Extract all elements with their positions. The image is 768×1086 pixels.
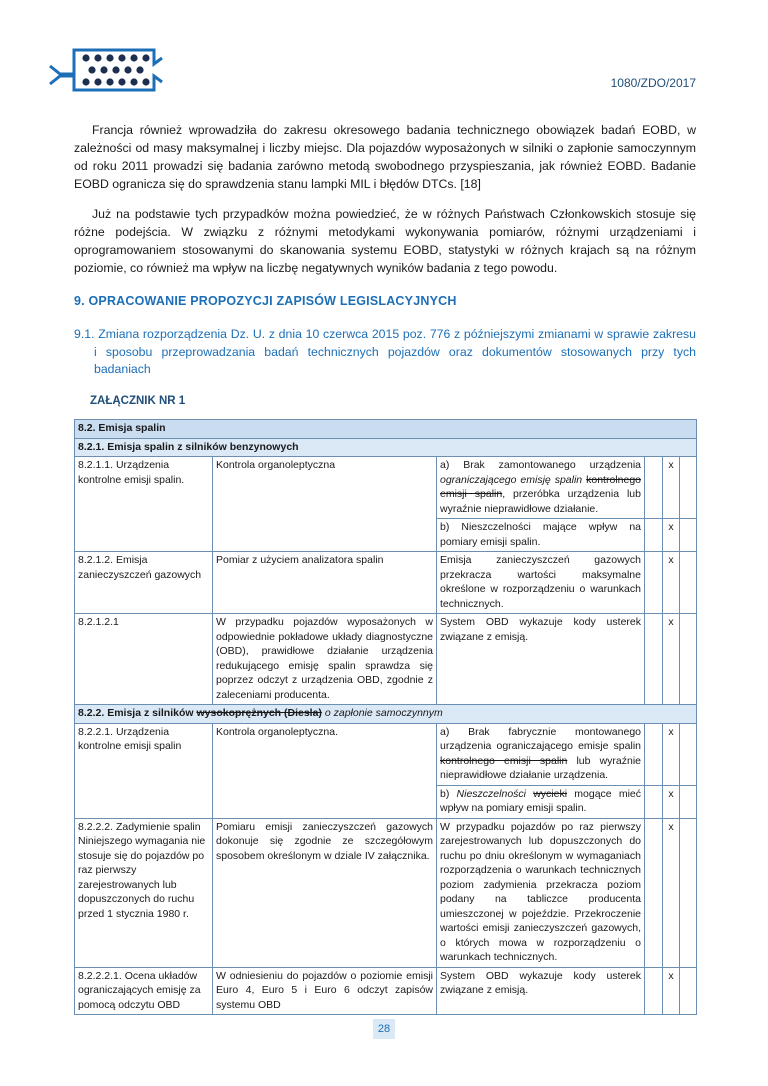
row-defect: W przypadku pojazdów po raz pierwszy zarejestrowanych lub dopuszczonych do ruchu po dniu określonym w wymaganiach rozporządzenia o warunkach technicznych poziom zadymienia przekracza poziom podany na tabliczce producenta umieszczonej w pojeździe. Przekroczenie wartości emisji zanieczyszczeń gazowych, o których mowa w rozporządzeniu o warunkach technicznych. (437, 818, 645, 967)
mark-cell (645, 552, 663, 614)
mark-cell (645, 614, 663, 705)
paragraph-france: Francja również wprowadziła do zakresu okresowego badania technicznego obowiązek badań EOBD, w zależności od masy maksymalnej i liczby miejsc. Dla pojazdów wyposażonych w silniki o zapłonie samoczynnym od roku 2011 prowadzi się badania zarówno metodą swobodnego przyspieszania, jak również EOBD. Badanie EOBD ogranicza się do sprawdzenia stanu lampki MIL i błędów DTCs. [18] (74, 123, 696, 191)
mark-cell: x (663, 552, 680, 614)
subsection-title: 9.1. Zmiana rozporządzenia Dz. U. z dnia 10 czerwca 2015 poz. 776 z późniejszymi zmianami w sprawie zakresu i sposobu przeprowadzania badań technicznych pojazdów oraz dokumentów stosowanych przy tych badaniach (74, 327, 696, 376)
paragraph-approaches: Już na podstawie tych przypadków można powiedzieć, że w różnych Państwach Członkowskich stosuje się różne podejścia. W związku z różnymi metodykami wykonywania pomiarów, różnymi urządzeniami i oprogramowaniem stosowanymi do skanowania systemu EOBD, statystyki w różnych krajach są na różnym poziomie, co również ma wpływ na liczbę negatywnych wyników badania z tego powodu. (74, 207, 696, 275)
row-item: 8.2.1.2.1 (75, 614, 213, 705)
table-header-row (75, 705, 697, 724)
page-number: 28 (373, 1019, 395, 1039)
mark-cell: x (663, 967, 680, 1015)
document-code: 1080/ZDO/2017 (610, 76, 696, 90)
mark-cell: x (663, 614, 680, 705)
publisher-logo (46, 40, 164, 100)
mark-cell (680, 818, 697, 967)
row-method: Kontrola organoleptyczna. (213, 723, 437, 818)
table-header-row (75, 420, 697, 439)
row-defect: a) Brak fabrycznie montowanego urządzenia ograniczającego emisje spalin kontrolnego emisji spalin lub wyraźnie nieprawidłowe działanie urządzenia. (437, 723, 645, 785)
table-subheader: 8.2.1. Emisja spalin z silników benzynowych (75, 438, 697, 457)
row-method: W odniesieniu do pojazdów o poziomie emisji Euro 4, Euro 5 i Euro 6 odczyt zapisów systemu OBD (213, 967, 437, 1015)
row-defect: b) Nieszczelności wycieki mogące mieć wpływ na pomiary emisji spalin. (437, 785, 645, 818)
table-row (75, 723, 697, 785)
mark-cell (645, 967, 663, 1015)
row-item: 8.2.2.2.1. Ocena układów ograniczających emisję za pomocą odczytu OBD (75, 967, 213, 1015)
table-header-row (75, 438, 697, 457)
mark-cell (645, 785, 663, 818)
section-heading: 9. OPRACOWANIE PROPOZYCJI ZAPISÓW LEGISLACYJNYCH (74, 294, 457, 308)
row-defect: System OBD wykazuje kody usterek związane z emisją. (437, 967, 645, 1015)
row-defect: a) Brak zamontowanego urządzenia ograniczającego emisję spalin kontrolnego emisji spalin, przeróbka urządzenia lub wyraźnie nieprawidłowe działanie. (437, 457, 645, 519)
mark-cell (645, 818, 663, 967)
mark-cell (645, 519, 663, 552)
row-method: Pomiar z użyciem analizatora spalin (213, 552, 437, 614)
mark-cell: x (663, 519, 680, 552)
mark-cell (680, 785, 697, 818)
table-row (75, 818, 697, 967)
table-row (75, 457, 697, 519)
table-header: 8.2. Emisja spalin (75, 420, 697, 439)
row-method: Pomiaru emisji zanieczyszczeń gazowych dokonuje się zgodnie ze szczegółowym sposobem określonym w dziale IV załącznika. (213, 818, 437, 967)
mark-cell: x (663, 785, 680, 818)
row-defect: Emisja zanieczyszczeń gazowych przekracza wartości maksymalne określone w rozporządzeniu o warunkach technicznych. (437, 552, 645, 614)
row-item: 8.2.1.2. Emisja zanieczyszczeń gazowych (75, 552, 213, 614)
row-method: W przypadku pojazdów wyposażonych w odpowiednie pokładowe układy diagnostyczne (OBD), prawidłowe działanie urządzenia redukującego emisję spalin sprawdza się poprzez odczyt z urządzenia OBD, zgodnie z zaleceniami producenta. (213, 614, 437, 705)
row-defect: b) Nieszczelności mające wpływ na pomiary emisji spalin. (437, 519, 645, 552)
mark-cell (680, 457, 697, 519)
row-item: 8.2.1.1. Urządzenia kontrolne emisji spalin. (75, 457, 213, 552)
regulation-table (74, 419, 697, 1015)
mark-cell (645, 457, 663, 519)
mark-cell (680, 552, 697, 614)
mark-cell (645, 723, 663, 785)
row-defect: System OBD wykazuje kody usterek związane z emisją. (437, 614, 645, 705)
table-row (75, 967, 697, 1015)
mark-cell: x (663, 457, 680, 519)
mark-cell: x (663, 723, 680, 785)
row-item: 8.2.2.1. Urządzenia kontrolne emisji spalin (75, 723, 213, 818)
table-subheader: 8.2.2. Emisja z silników wysokoprężnych (Diesla) o zapłonie samoczynnym (75, 705, 697, 724)
annex-title: ZAŁĄCZNIK NR 1 (90, 395, 186, 407)
row-item: 8.2.2.2. Zadymienie spalin Niniejszego wymagania nie stosuje się do pojazdów po raz pierwszy zarejestrowanych lub dopuszczonych do ruchu przed 1 stycznia 1980 r. (75, 818, 213, 967)
mark-cell: x (663, 818, 680, 967)
mark-cell (680, 967, 697, 1015)
mark-cell (680, 614, 697, 705)
mark-cell (680, 723, 697, 785)
row-method: Kontrola organoleptyczna (213, 457, 437, 552)
mark-cell (680, 519, 697, 552)
table-row (75, 552, 697, 614)
table-row (75, 614, 697, 705)
